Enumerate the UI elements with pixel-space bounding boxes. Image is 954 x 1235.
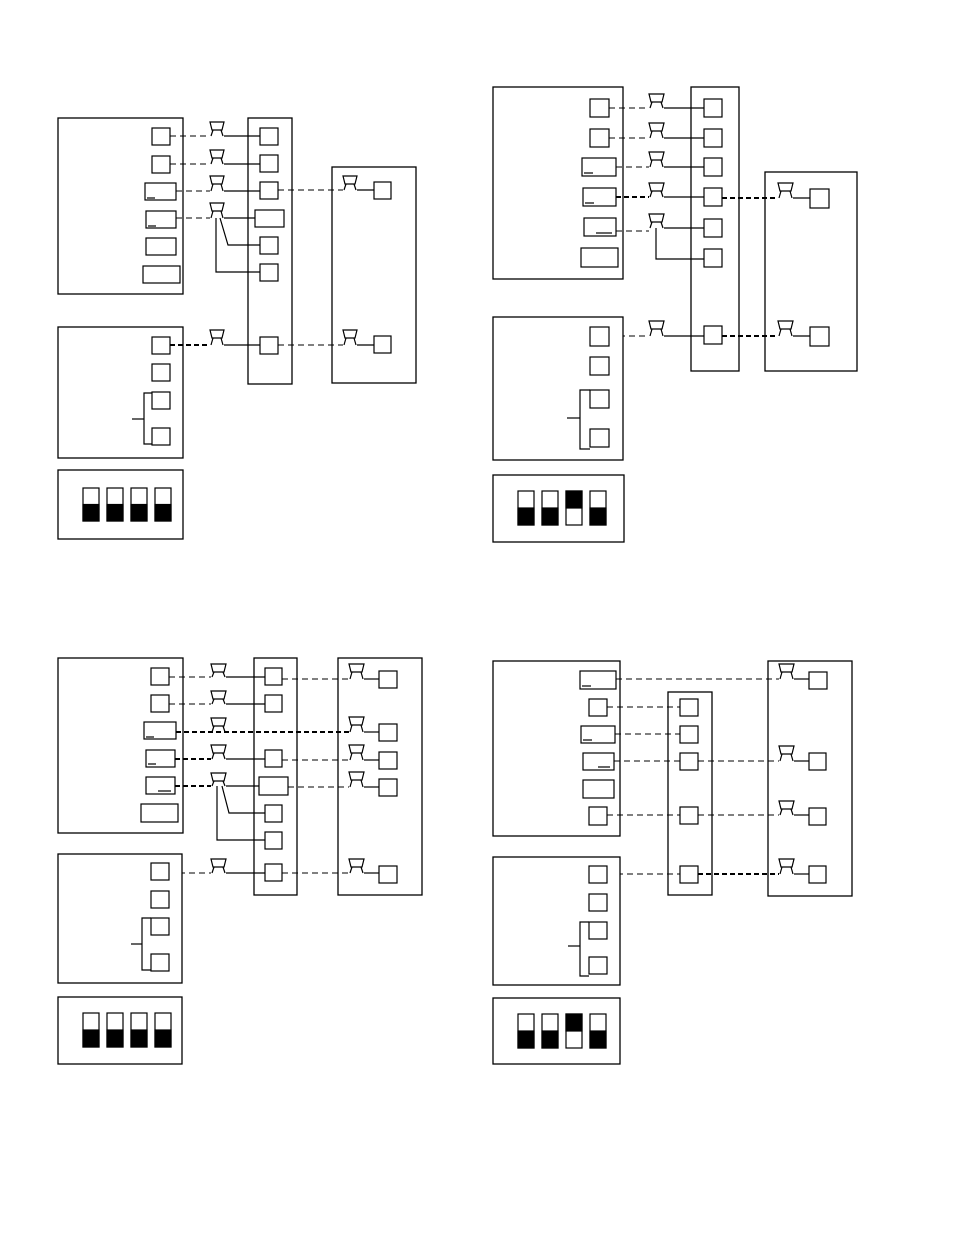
board-terminal xyxy=(680,726,698,743)
dip-switch-1 xyxy=(518,1014,534,1048)
board-terminal xyxy=(260,237,278,254)
diagram-bottom-left xyxy=(58,658,422,1064)
control-terminal xyxy=(151,954,169,971)
wire-connector-icon xyxy=(211,718,226,732)
control-board xyxy=(668,692,712,895)
thermostat-terminal xyxy=(151,695,169,712)
dip-switch-1 xyxy=(518,491,534,525)
wire-connector-icon xyxy=(649,214,664,228)
control-terminal xyxy=(151,918,169,935)
wire-connector-icon xyxy=(211,773,226,786)
outdoor-terminal xyxy=(379,779,397,796)
control-terminal xyxy=(589,894,607,911)
outdoor-terminal xyxy=(809,866,826,883)
dip-switch-3 xyxy=(131,1013,147,1047)
wire-connector-icon xyxy=(649,152,664,167)
wire-connector-icon xyxy=(211,691,226,704)
board-terminal xyxy=(265,832,282,849)
board-terminal xyxy=(680,753,698,770)
dip-switch-4 xyxy=(155,488,171,521)
outdoor-terminal xyxy=(379,724,397,741)
board-terminal xyxy=(704,99,722,117)
control-terminal xyxy=(590,357,609,375)
outdoor-terminal xyxy=(809,753,826,770)
dip-switch-1 xyxy=(83,1013,99,1047)
control-terminal xyxy=(151,891,169,908)
board-terminal xyxy=(265,668,282,685)
wire-connector-icon xyxy=(649,123,664,138)
thermostat-terminal xyxy=(589,699,607,716)
board-terminal xyxy=(260,264,278,281)
wire-connector-icon xyxy=(210,122,224,136)
board-terminal xyxy=(260,128,278,145)
control-terminal xyxy=(151,863,169,880)
control-terminal xyxy=(590,429,609,447)
outdoor-terminal xyxy=(379,752,397,769)
board-terminal xyxy=(680,807,698,824)
thermostat-terminal xyxy=(589,807,607,825)
dip-switch-1 xyxy=(83,488,99,521)
control-terminal xyxy=(589,866,607,883)
dip-switch-2 xyxy=(107,488,123,521)
outdoor-terminal xyxy=(374,182,391,199)
outdoor-terminal xyxy=(379,866,397,883)
outdoor-terminal xyxy=(809,672,827,689)
thermostat-terminal xyxy=(152,156,170,173)
control-terminal xyxy=(589,922,607,939)
thermostat-terminal xyxy=(151,668,169,685)
board-terminal xyxy=(680,866,698,883)
board-terminal xyxy=(704,219,722,237)
thermostat-terminal xyxy=(146,238,176,255)
dip-switch-3 xyxy=(131,488,147,521)
control-terminal xyxy=(590,327,609,346)
board-terminal xyxy=(680,699,698,716)
wire-connector-icon xyxy=(211,859,226,873)
dip-switch-3 xyxy=(566,1014,582,1048)
dip-switch-3 xyxy=(566,491,582,525)
diagram-top-right xyxy=(493,87,857,542)
control-terminal xyxy=(152,364,170,381)
thermostat-terminal xyxy=(590,129,609,147)
dip-switch-4 xyxy=(590,1014,606,1048)
thermostat-terminal xyxy=(141,804,178,822)
board-terminal xyxy=(265,750,282,767)
dip-switch-2 xyxy=(542,1014,558,1048)
thermostat-terminal xyxy=(583,780,614,798)
outdoor-terminal xyxy=(810,189,829,208)
board-terminal xyxy=(704,326,722,344)
wire-connector-icon xyxy=(649,94,664,108)
diagram-top-left xyxy=(58,118,416,539)
control-terminal xyxy=(152,392,170,409)
outdoor-terminal xyxy=(810,327,829,346)
dip-switch-2 xyxy=(542,491,558,525)
dip-switch-2 xyxy=(107,1013,123,1047)
thermostat-terminal xyxy=(152,128,170,145)
board-terminal xyxy=(704,129,722,147)
dip-switch-4 xyxy=(590,491,606,525)
wire-connector-icon xyxy=(649,183,664,197)
board-terminal xyxy=(704,249,722,267)
diagram-bottom-right xyxy=(493,661,852,1064)
board-terminal xyxy=(260,182,278,199)
dip-switch-4 xyxy=(155,1013,171,1047)
board-terminal xyxy=(265,864,282,881)
wire-connector-icon xyxy=(211,745,226,759)
board-terminal xyxy=(259,777,288,795)
board-terminal xyxy=(704,188,722,206)
board-terminal xyxy=(265,695,282,712)
control-terminal xyxy=(590,390,609,408)
thermostat-terminal xyxy=(581,248,618,267)
board-terminal xyxy=(260,337,278,354)
board-terminal xyxy=(260,155,278,172)
outdoor-terminal xyxy=(379,671,397,688)
board-terminal xyxy=(255,210,284,227)
wire-connector-icon xyxy=(649,321,664,336)
board-terminal xyxy=(704,158,722,176)
board-terminal xyxy=(265,805,282,822)
thermostat-terminal xyxy=(590,99,609,117)
thermostat-terminal xyxy=(143,266,180,283)
outdoor-terminal xyxy=(374,336,391,353)
control-terminal xyxy=(152,337,170,354)
wire-connector-icon xyxy=(210,203,224,218)
control-terminal xyxy=(589,957,607,974)
wire-connector-icon xyxy=(211,664,226,677)
outdoor-terminal xyxy=(809,808,826,825)
wire-connector-icon xyxy=(210,176,224,191)
control-terminal xyxy=(152,428,170,445)
wire-connector-icon xyxy=(210,150,224,164)
wire-connector-icon xyxy=(210,330,224,345)
